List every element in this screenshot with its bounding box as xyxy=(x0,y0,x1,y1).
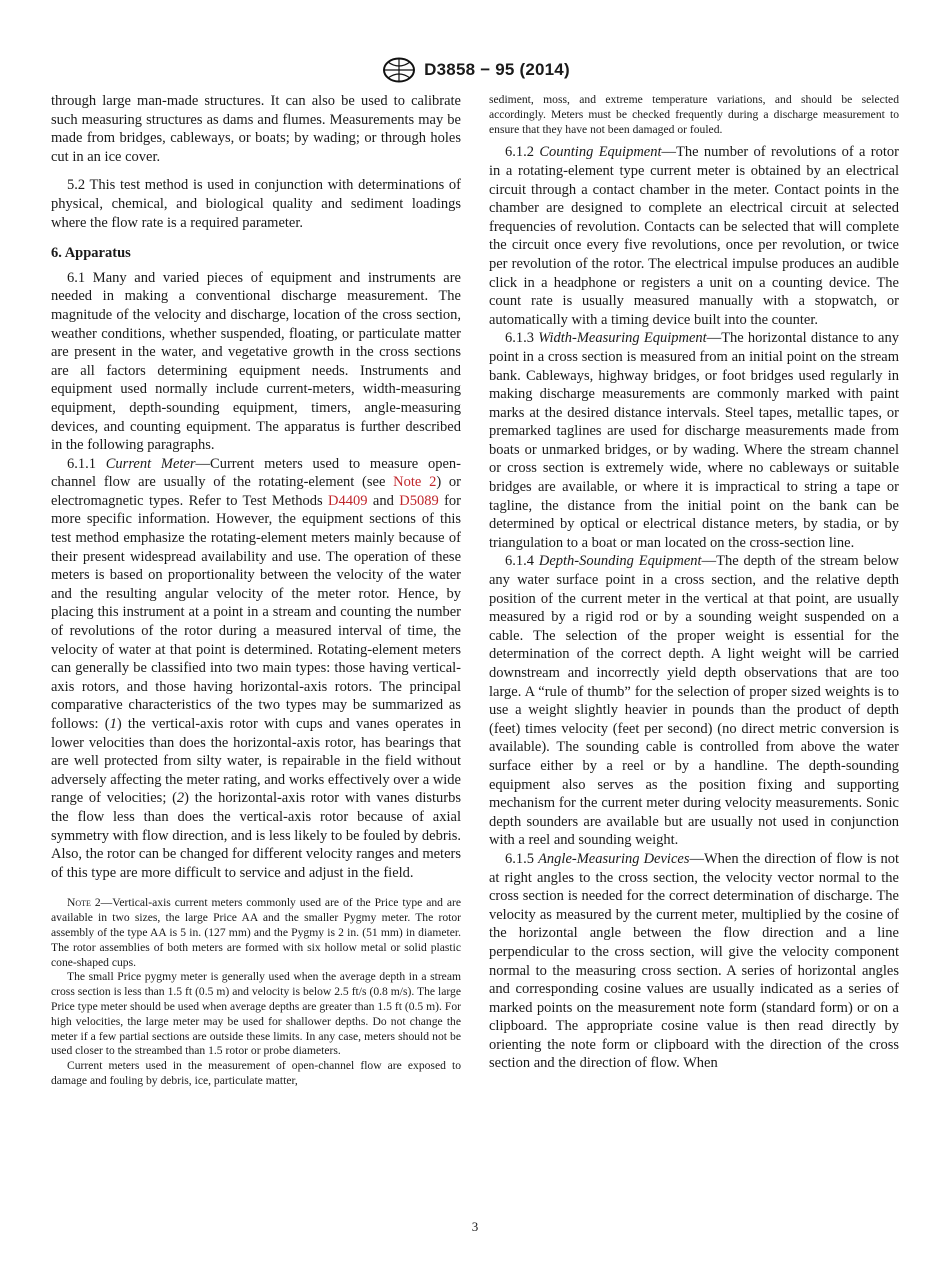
section-title: Depth-Sounding Equipment xyxy=(538,553,702,570)
note-label: Note 2 xyxy=(67,896,101,910)
paragraph-6-1-5: 6.1.5 Angle-Measuring Devices—When the direction of flow is not at right angles to the cross section, the velocity vector normal to the cross section is needed for the correct determination of discharge. The velocity as measured by the current meter, multiplied by the cosine of the horizontal angle between the flow direction and a line perpendicular to the cross section, will give the velocity component normal to the measuring cross section. A series of horizontal angles and corresponding cosine values are usually indicated as a series of marked points on the measurement note form (standard form) or on a clipboard. The appropriate cosine value is then read directly by orienting the note form or clipboard with the direction of the cross section and the direction of flow. When xyxy=(489,850,900,1072)
section-heading-apparatus: 6. Apparatus xyxy=(51,245,131,262)
section-title: Counting Equipment xyxy=(539,144,662,161)
note-2: Note 2—Vertical-axis current meters commonly used are of the Price type and are available in two sizes, the large Price AA and the smaller Pygmy meter. The rotor assembly of the type AA is 5 in. (127 mm) and the Pygmy is 2 in. (51 mm) in diameter. The rotor assemblies of both meters are formed with six hollow metal or solid plastic cone-shaped cups. xyxy=(51,896,461,969)
left-column xyxy=(51,92,461,1089)
link-d4409[interactable]: D4409 xyxy=(328,492,368,509)
section-title: Angle-Measuring Devices xyxy=(538,850,690,867)
note-paragraph: Current meters used in the measurement of open-channel flow are exposed to damage and fouling by debris, ice, particulate matter, xyxy=(51,1059,461,1087)
paragraph-5-2: 5.2 This test method is used in conjunction with determinations of physical, chemical, and biological quality and sediment loadings where the flow rate is a required parameter. xyxy=(51,177,461,231)
paragraph-6-1: 6.1 Many and varied pieces of equipment and instruments are needed in making a conventional discharge measurement. The magnitude of the velocity and discharge, location of the cross section, weather conditions, whether suspended, floating, or particulate matter are present in the water, and vegetative growth in the cross sections are all factors determining equipment needs. Instruments and equipment used normally include current-meters, width-measuring equipment, depth-sounding equipment, timers, angle-measuring devices, and counting equipment. The apparatus is further described in the following paragraphs. xyxy=(51,269,461,454)
page-header xyxy=(0,54,950,86)
page-number: 3 xyxy=(471,1219,479,1234)
paragraph-6-1-2: 6.1.2 Counting Equipment—The number of revolutions of a rotor in a rotating-element type current meter is obtained by an electrical circuit through a contact chamber in the meter. Contact points in the chamber are designed to complete an electrical circuit at selected frequencies of revolution. Contacts can be selected that will complete the circuit once every five revolutions, once per revolution, or twice per revolution of the rotor. The electrical impulse produces an audible click in a headphone or registers a unit on a counting device. The count rate is usually measured manually with a stopwatch, or automatically with a timing device built into the counter. xyxy=(489,144,899,328)
paragraph-6-1-4: 6.1.4 Depth-Sounding Equipment—The depth of the stream below any water surface point in a cross section, and the relative depth position of the current meter in the vertical at that point, are usually measured by a rigid rod or by a sounding weight suspended on a cable. The selection of the proper weight is essential for the determination of the correct depth. A light weight will be carried downstream and incorrectly yield depth observations that are too large. A “rule of thumb” for the selection of proper sized weights is to use a weight slightly heavier in pounds than the product of depth (feet) times velocity (feet per second) (no direct metric conversion is available). The sounding cable is controlled from above the water surface either by a reel or by a handline. The depth-sounding equipment also serves as the position fixing and supporting mechanism for the current meter during velocity measurements. Sonic depth sounders are available but are usually not used in conjunction with a reel and sounding weight. xyxy=(489,553,900,849)
note-continued: sediment, moss, and extreme temperature variations, and should be selected accordingly. Meters must be checked frequently during a discharge measurement to ensure that they have not been damaged or fouled. xyxy=(489,93,899,136)
paragraph-5-1-continued: through large man-made structures. It can also be used to calibrate such measuring structures as dams and flumes. Measurements may be made from bridges, cableways, or boats; by wading; or through holes cut in an ice cover. xyxy=(51,93,461,165)
section-title: Current Meter xyxy=(105,455,196,472)
section-title: Width-Measuring Equipment xyxy=(538,330,707,347)
paragraph-6-1-1: 6.1.1 Current Meter—Current meters used to measure open-channel flow are usually of the rotating-element (see Note 2) or electromagnetic types. Refer to Test Methods D4409 and D5089 for more specific information. However, the equipment sections of this test method emphasize the rotating-element meters mainly because of their present widespread availability and use. The operation of these meters is based on proportionality between the velocity of the water and the resulting angular velocity of the meter rotor. Hence, by placing this instrument at a point in a stream and counting the number of revolutions of the rotor during a measured interval of time, the velocity of water at that point is determined. Rotating-element meters can generally be classified into two main types: those having vertical-axis rotors, and those having horizontal-axis rotors. The principal comparative characteristics of the two types may be summarized as follows: (1) the vertical-axis rotor with cups and vanes operates in lower velocities than does the horizontal-axis rotor, has bearings that are well protected from silty water, is repairable in the field without adversely affecting the meter rating, and works effectively over a wide range of velocities; (2) the horizontal-axis rotor with vanes disturbs the flow less than does the vertical-axis rotor because of axial symmetry with flow direction, and is less likely to be fouled by debris. Also, the rotor can be changed for different velocity ranges and meters of this type are more difficult to service and adjust in the field. xyxy=(51,455,462,881)
note-paragraph: The small Price pygmy meter is generally used when the average depth in a stream cross section is less than 1.5 ft (0.5 m) and velocity is below 2.5 ft/s (0.8 m/s). The large Price type meter should be used when average depths are greater than 1.5 ft (0.5 m). For high velocities, the large meter may be used for shallower depths. Do not change the meter if a few partial sections are outside these limits. In any case, meters should not be used closer to the streambed than 1.5 rotor or probe diameters. xyxy=(51,970,461,1058)
paragraph-6-1-3: 6.1.3 Width-Measuring Equipment—The horizontal distance to any point in a cross section is measured from an initial point on the stream bank. Cableways, highway bridges, or foot bridges used regularly in making discharge measurements are commonly marked with paint marks at the desired distance intervals. Steel tapes, metallic tapes, or premarked taglines are used for discharge measurements made from boats or unmarked bridges, or by wading. Where the stream channel or cross section is extremely wide, where no cableways or suitable bridges are available, or where it is impractical to string a tape or tagline, the distance from the initial point on the bank can be determined by optical or electrical distance meters, by stadia, or by triangulation to a boat or man located on the cross-section line. xyxy=(489,330,899,551)
right-column xyxy=(489,93,899,1073)
astm-logo-icon xyxy=(380,56,418,84)
link-d5089[interactable]: D5089 xyxy=(399,492,439,509)
document-designation: D3858 − 95 (2014) xyxy=(424,60,570,79)
link-note-2[interactable]: Note 2 xyxy=(393,474,437,491)
section-number: 6.1.1 xyxy=(67,455,96,472)
